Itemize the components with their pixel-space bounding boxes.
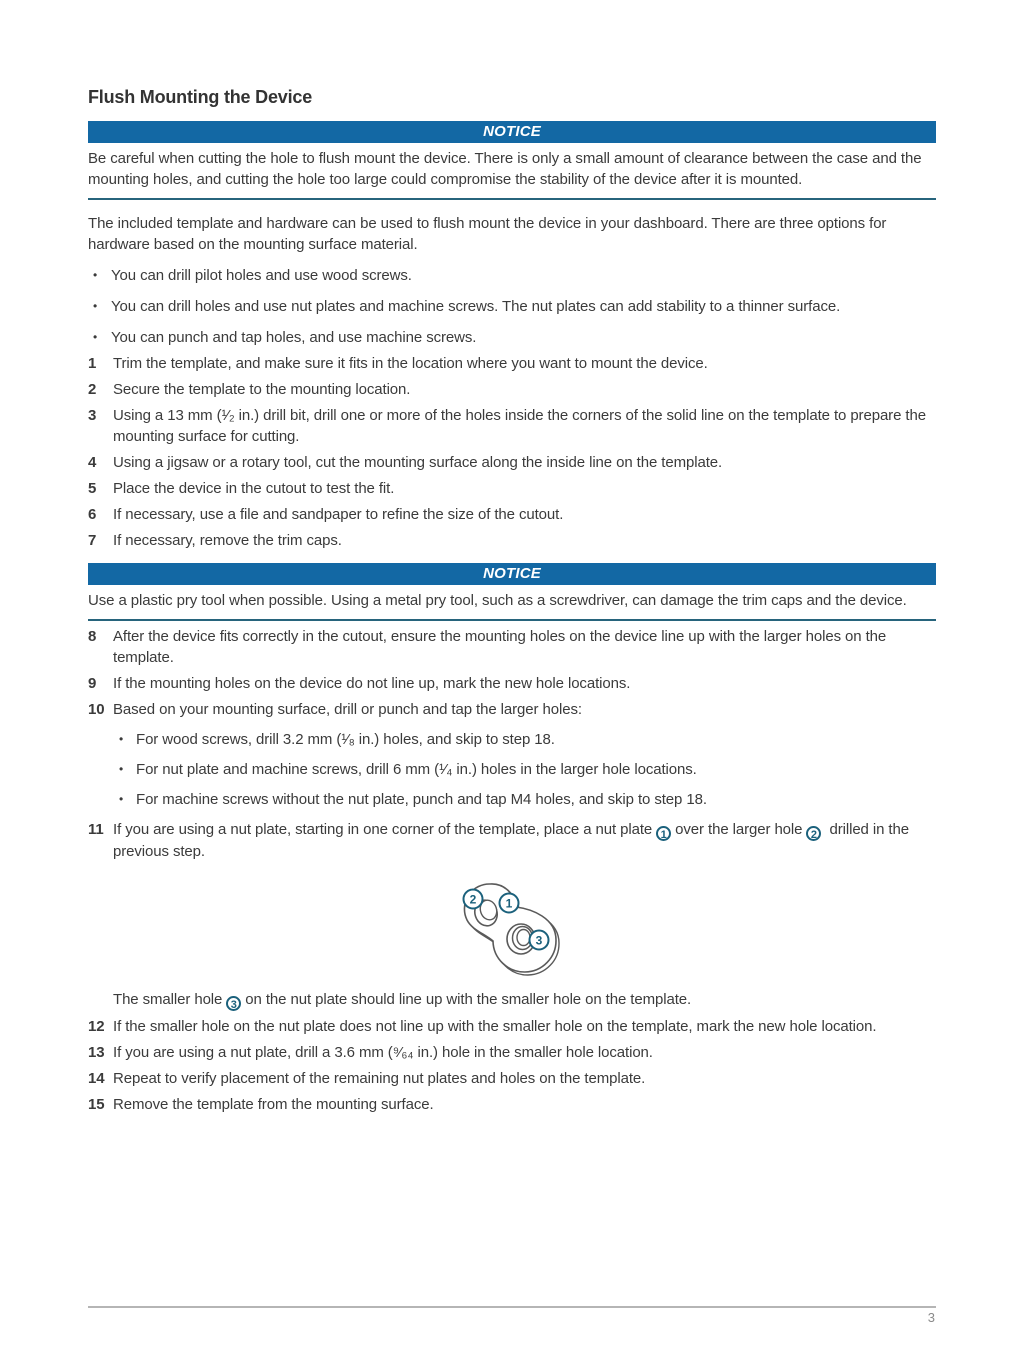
step-number: 10 xyxy=(88,701,105,718)
list-item xyxy=(114,729,936,750)
step-text: Place the device in the cutout to test the fit. xyxy=(113,480,395,497)
step-row xyxy=(88,478,936,499)
step-text-segment: If you are using a nut plate, starting in one corner of the template, place a nut plate xyxy=(113,821,653,838)
step-text: If necessary, remove the trim caps. xyxy=(113,532,342,549)
caption-text xyxy=(113,989,936,1011)
step-text: If the smaller hole on the nut plate does not line up with the smaller hole on the template, mark the new hole location. xyxy=(113,1018,877,1035)
callout-1-badge: 1 xyxy=(656,826,671,841)
list-item xyxy=(88,327,936,348)
step-text: Based on your mounting surface, drill or punch and tap the larger holes: xyxy=(113,701,582,718)
notice-divider xyxy=(88,619,936,621)
step-number: 12 xyxy=(88,1018,105,1035)
step-row xyxy=(88,452,936,473)
callout-1-label: 1 xyxy=(505,896,513,911)
steps-12-15 xyxy=(88,1016,936,1115)
notice-body: Be careful when cutting the hole to flush mount the device. There is only a small amount of clearance between the case and the mounting holes, and cutting the hole too large could compromise the stability of the device after it is mounted. xyxy=(88,150,922,188)
page-content xyxy=(88,87,936,1115)
steps-8-10 xyxy=(88,626,936,720)
page-number: 3 xyxy=(927,1310,935,1325)
step-row xyxy=(88,626,936,668)
step-text: Trim the template, and make sure it fits in the location where you want to mount the device. xyxy=(113,355,708,372)
bullet-icon: • xyxy=(119,732,124,746)
step-number: 1 xyxy=(88,355,97,372)
list-item xyxy=(114,789,936,810)
notice-block-1 xyxy=(88,121,936,200)
list-item-text: For nut plate and machine screws, drill 6 mm (¹⁄₄ in.) holes in the larger hole locations. xyxy=(136,761,697,778)
step-10-options-list xyxy=(114,729,936,810)
step-row xyxy=(88,1016,936,1037)
step-number: 9 xyxy=(88,675,97,692)
step-number: 7 xyxy=(88,532,97,549)
bullet-icon: • xyxy=(93,268,98,282)
notice-body: Use a plastic pry tool when possible. Using a metal pry tool, such as a screwdriver, can damage the trim caps and the device. xyxy=(88,592,907,609)
step-text: Remove the template from the mounting surface. xyxy=(113,1096,434,1113)
list-item-text: You can punch and tap holes, and use machine screws. xyxy=(111,329,477,346)
page-title: Flush Mounting the Device xyxy=(88,87,313,107)
step-text: If the mounting holes on the device do not line up, mark the new hole locations. xyxy=(113,675,631,692)
list-item-text: You can drill holes and use nut plates and machine screws. The nut plates can add stability to a thinner surface. xyxy=(111,298,841,315)
step-number: 11 xyxy=(88,821,104,838)
callout-3-label: 3 xyxy=(535,933,543,948)
callout-2-label: 2 xyxy=(469,892,477,907)
step-text: Repeat to verify placement of the remaining nut plates and holes on the template. xyxy=(113,1070,646,1087)
list-item xyxy=(88,296,936,317)
list-item-text: For machine screws without the nut plate, punch and tap M4 holes, and skip to step 18. xyxy=(136,791,707,808)
step-text: If necessary, use a file and sandpaper to refine the size of the cutout. xyxy=(113,506,564,523)
step-row xyxy=(88,504,936,525)
hardware-options-list xyxy=(88,265,936,348)
step-number: 5 xyxy=(88,480,97,497)
step-row xyxy=(88,673,936,694)
step-row xyxy=(88,405,936,447)
step-number: 2 xyxy=(88,381,97,398)
step-number: 8 xyxy=(88,628,97,645)
step-text: After the device fits correctly in the cutout, ensure the mounting holes on the device line up with the larger holes on the template. xyxy=(113,628,887,666)
callout-3-badge: 3 xyxy=(226,996,241,1011)
step-text: Secure the template to the mounting location. xyxy=(113,381,411,398)
bullet-icon: • xyxy=(93,330,98,344)
step-text-segment: over the larger hole xyxy=(675,821,803,838)
footer-divider xyxy=(88,1306,936,1308)
bullet-icon: • xyxy=(119,762,124,776)
step-text: Using a jigsaw or a rotary tool, cut the mounting surface along the inside line on the template. xyxy=(113,454,723,471)
step-text: If you are using a nut plate, drill a 3.6 mm (⁹⁄₆₄ in.) hole in the smaller hole location. xyxy=(113,1044,653,1061)
step-row xyxy=(88,353,936,374)
step-number: 6 xyxy=(88,506,97,523)
large-hole-inner xyxy=(517,930,530,946)
step-number: 13 xyxy=(88,1044,105,1061)
caption-text-segment: on the nut plate should line up with the smaller hole on the template. xyxy=(245,991,692,1008)
list-item xyxy=(114,759,936,780)
bullet-icon: • xyxy=(119,792,124,806)
list-item-text: For wood screws, drill 3.2 mm (¹⁄₈ in.) holes, and skip to step 18. xyxy=(136,731,555,748)
step-row xyxy=(88,699,936,720)
step-row-11 xyxy=(88,819,936,862)
nut-plate-figure xyxy=(88,876,936,981)
caption-text-segment: The smaller hole xyxy=(113,991,223,1008)
step-row xyxy=(88,1068,936,1089)
notice-banner: NOTICE xyxy=(88,563,936,585)
list-item-text: You can drill pilot holes and use wood screws. xyxy=(111,267,412,284)
bullet-icon: • xyxy=(93,299,98,313)
nut-plate-illustration xyxy=(449,876,575,976)
step-row xyxy=(88,530,936,551)
step-text xyxy=(113,819,936,862)
callout-2-badge: 2 xyxy=(806,826,821,841)
step-row xyxy=(88,1094,936,1115)
list-item xyxy=(88,265,936,286)
step-row xyxy=(88,379,936,400)
caption-indent xyxy=(88,989,113,1011)
step-number: 4 xyxy=(88,454,97,471)
step-text-segment: drilled in the previous step. xyxy=(113,821,909,860)
step-number: 14 xyxy=(88,1070,105,1087)
notice-block-2 xyxy=(88,563,936,621)
figure-caption xyxy=(88,989,936,1011)
notice-banner: NOTICE xyxy=(88,121,936,143)
intro-paragraph: The included template and hardware can be used to flush mount the device in your dashboard. There are three options for hardware based on the mounting surface material. xyxy=(88,215,887,253)
step-number: 3 xyxy=(88,407,97,424)
steps-1-7 xyxy=(88,353,936,551)
step-number: 15 xyxy=(88,1096,105,1113)
step-row xyxy=(88,1042,936,1063)
step-text: Using a 13 mm (¹⁄₂ in.) drill bit, drill one or more of the holes inside the corners of the solid line on the template to prepare the mounting surface for cutting. xyxy=(113,407,926,445)
notice-divider xyxy=(88,198,936,200)
